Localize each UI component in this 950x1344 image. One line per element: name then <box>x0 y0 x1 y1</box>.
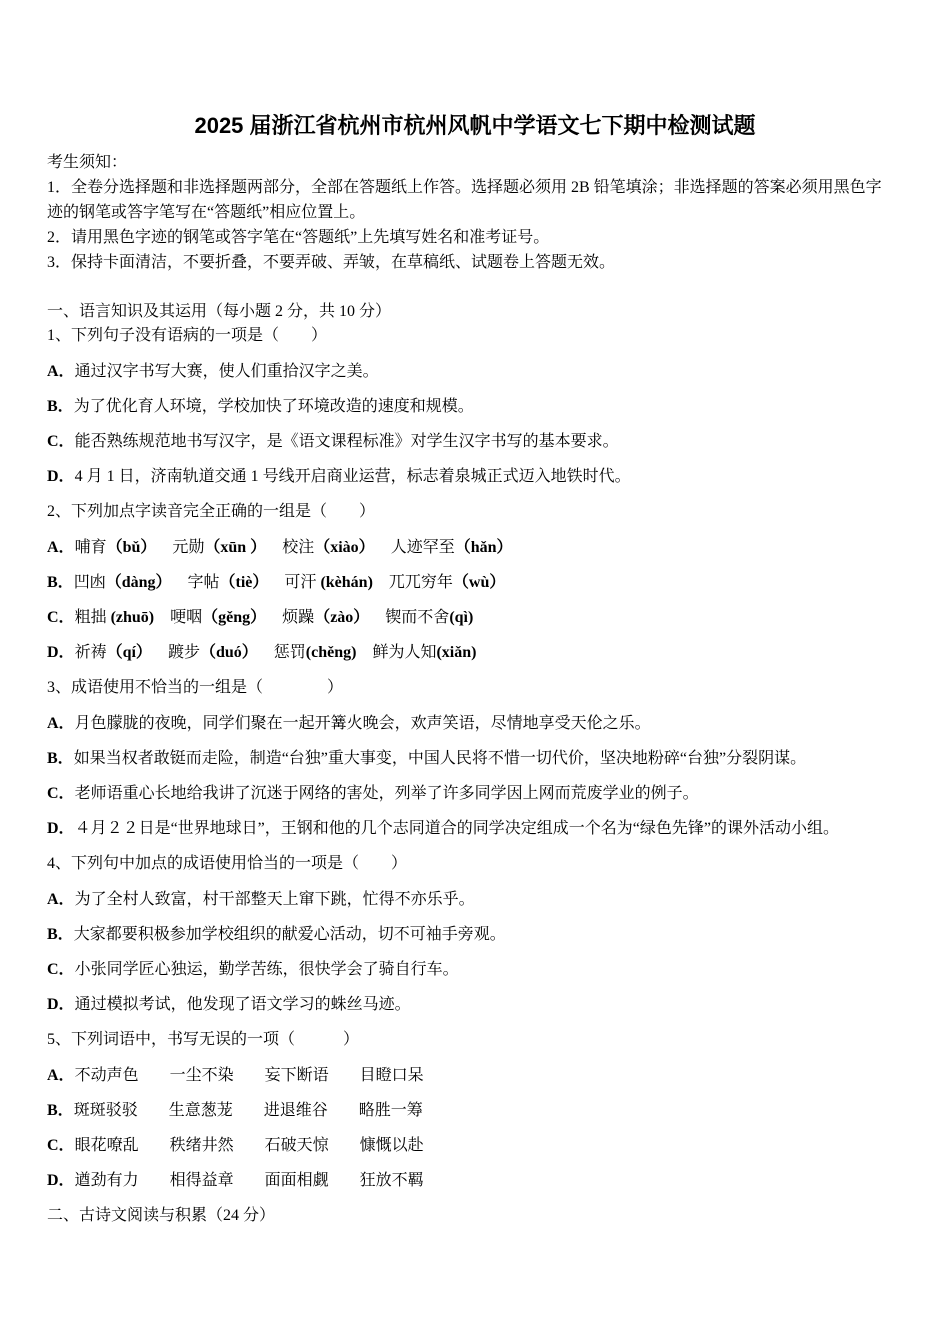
option-text: 通过汉字书写大赛，使人们重拾汉字之美。 <box>74 362 379 380</box>
word-item: 一尘不染 <box>169 1066 234 1084</box>
option-letter: A． <box>47 362 75 380</box>
word-item: 略胜一筹 <box>358 1101 423 1119</box>
option-d <box>47 635 903 670</box>
option-letter: D． <box>47 1172 75 1190</box>
pinyin-reading: (xiǎn) <box>436 644 477 662</box>
option-b <box>47 1093 903 1128</box>
word: 鲜为人知 <box>372 644 437 662</box>
option-letter: D． <box>47 468 75 486</box>
word-item <box>389 565 505 600</box>
word: 字帖 <box>187 573 220 591</box>
option-text: 为了全村人致富，村干部整天上窜下跳，忙得不亦乐乎。 <box>74 890 475 908</box>
word-item <box>75 530 157 565</box>
option-a <box>47 530 903 565</box>
option-letter: C． <box>47 961 75 979</box>
pinyin-reading: （gěng） <box>202 609 267 627</box>
option-c <box>47 776 903 811</box>
word-item: 目瞪口呆 <box>359 1066 424 1084</box>
notice-item: 1．全卷分选择题和非选择题两部分，全部在答题纸上作答。选择题必须用 2B 铅笔填涂；非选择题的答案必须用黑色字迹的钢笔或答字笔写在“答题纸”相应位置上。 <box>47 179 882 221</box>
option-letter: B． <box>47 573 74 591</box>
word-item <box>188 565 269 600</box>
option-c <box>47 1128 903 1163</box>
question-3 <box>47 670 903 846</box>
pinyin-reading: (qì) <box>449 609 474 627</box>
pinyin-reading: (zhuō) <box>106 609 155 627</box>
word-item: 秩绪井然 <box>169 1137 234 1155</box>
notice-heading: 考生须知： <box>47 154 128 171</box>
word: 粗拙 <box>74 609 107 627</box>
word-item: 眼花嘹乱 <box>74 1137 139 1155</box>
word-item: 相得益章 <box>169 1172 234 1190</box>
option-a <box>47 706 903 741</box>
option-text: 如果当权者敢铤而走险，制造“台独”重大事变，中国人民将不惜一切代价，坚决地粉碎“台独”分裂阴谋。 <box>73 749 807 767</box>
word-item: 生意葱茏 <box>168 1101 233 1119</box>
option-letter: A． <box>47 538 75 556</box>
question-stem: 2、下列加点字读音完全正确的一组是（ ） <box>47 503 376 521</box>
option-letter: A． <box>47 1066 75 1084</box>
pinyin-reading: (kèhán) <box>316 573 373 591</box>
word-item: 不动声色 <box>74 1066 139 1084</box>
word: 可汗 <box>284 573 317 591</box>
word-item: 面面相觑 <box>264 1172 329 1190</box>
pinyin-reading: （qí） <box>106 644 152 662</box>
option-a <box>47 354 903 389</box>
section-heading-2: 二、古诗文阅读与积累（24 分） <box>47 1207 276 1225</box>
option-letter: D． <box>47 644 75 662</box>
option-d <box>47 811 903 846</box>
word: 哽咽 <box>170 609 203 627</box>
option-text: 老师语重心长地给我讲了沉迷于网络的害处，列举了许多同学因上网而荒废学业的例子。 <box>74 785 699 803</box>
pinyin-reading: （zào） <box>314 609 370 627</box>
question-stem: 3、成语使用不恰当的一组是（ ） <box>47 679 344 697</box>
option-letter: C． <box>47 609 75 627</box>
option-text: 小张同学匠心独运，勤学苦练，很快学会了骑自行车。 <box>74 961 459 979</box>
word-item <box>172 530 266 565</box>
word: 兀兀穷年 <box>388 573 453 591</box>
option-letter: C． <box>47 1137 75 1155</box>
word-item <box>284 565 372 600</box>
word-item <box>372 635 476 670</box>
question-2 <box>47 494 903 670</box>
question-list <box>47 318 903 1233</box>
word: 锲而不舍 <box>385 609 450 627</box>
word-item: 狂放不羁 <box>359 1172 424 1190</box>
word-item <box>385 600 473 635</box>
word-item <box>282 600 369 635</box>
option-letter: B． <box>47 749 74 767</box>
word: 人迹罕至 <box>390 538 455 556</box>
word-item: 遒劲有力 <box>74 1172 139 1190</box>
pinyin-reading: （duó） <box>199 644 258 662</box>
option-d <box>47 987 903 1022</box>
word: 踱步 <box>167 644 200 662</box>
option-letter: B． <box>47 925 74 943</box>
option-a <box>47 882 903 917</box>
word-item: 进退维谷 <box>263 1101 328 1119</box>
option-text: 通过模拟考试，他发现了语文学习的蛛丝马迹。 <box>74 996 411 1014</box>
option-b <box>47 741 903 776</box>
pinyin-reading: （dàng） <box>105 573 172 591</box>
section-heading-1: 一、语言知识及其运用（每小题 2 分，共 10 分） <box>47 302 392 320</box>
pinyin-reading: （hǎn） <box>454 538 513 556</box>
pinyin-reading: (chěng) <box>305 644 357 662</box>
question-1 <box>47 318 903 494</box>
option-letter: D． <box>47 820 75 838</box>
word-item <box>391 530 513 565</box>
word-item <box>75 600 155 635</box>
word: 元勋 <box>172 538 205 556</box>
question-stem: 4、下列句中加点的成语使用恰当的一项是（ ） <box>47 855 408 873</box>
question-4 <box>47 846 903 1022</box>
word-item <box>168 635 258 670</box>
word-item: 妄下断语 <box>264 1066 329 1084</box>
word: 祈祷 <box>74 644 107 662</box>
question-stem: 1、下列句子没有语病的一项是（ ） <box>47 327 328 345</box>
option-text: ４月２２日是“世界地球日”，王钢和他的几个志同道合的同学决定组成一个名为“绿色先锋”的课外活动小组。 <box>74 820 839 838</box>
option-a <box>47 1058 903 1093</box>
question-5 <box>47 1022 903 1198</box>
option-d <box>47 459 903 494</box>
option-letter: D． <box>47 996 75 1014</box>
word: 凹凼 <box>73 573 106 591</box>
option-letter: A． <box>47 714 75 732</box>
option-c <box>47 424 903 459</box>
option-letter: C． <box>47 433 75 451</box>
notice-item: 3．保持卡面清洁，不要折叠，不要弄破、弄皱，在草稿纸、试题卷上答题无效。 <box>47 254 616 271</box>
pinyin-reading: （tiè） <box>219 573 269 591</box>
option-letter: A． <box>47 890 75 908</box>
word-item <box>282 530 374 565</box>
word-item <box>170 600 266 635</box>
word-item <box>274 635 357 670</box>
page-title: 2025 届浙江省杭州市杭州风帆中学语文七下期中检测试题 <box>194 113 756 138</box>
question-stem: 5、下列词语中，书写无误的一项（ ） <box>47 1031 360 1049</box>
option-text: 月色朦胧的夜晚，同学们聚在一起开篝火晚会，欢声笑语，尽情地享受天伦之乐。 <box>74 714 651 732</box>
option-d <box>47 1163 903 1198</box>
word-item: 慷慨以赴 <box>359 1137 424 1155</box>
word: 烦躁 <box>282 609 315 627</box>
word-item: 石破天惊 <box>264 1137 329 1155</box>
option-c <box>47 600 903 635</box>
option-letter: B． <box>47 397 74 415</box>
word-item <box>75 635 152 670</box>
word-item <box>74 565 172 600</box>
notice-item: 2．请用黑色字迹的钢笔或答字笔在“答题纸”上先填写姓名和准考证号。 <box>47 229 550 246</box>
word-item: 斑斑驳驳 <box>73 1101 138 1119</box>
option-text: 4 月 1 日，济南轨道交通 1 号线开启商业运营，标志着泉城正式迈入地铁时代。 <box>74 468 631 486</box>
word: 惩罚 <box>273 644 306 662</box>
option-letter: C． <box>47 785 75 803</box>
option-b <box>47 565 903 600</box>
option-b <box>47 389 903 424</box>
option-c <box>47 952 903 987</box>
notice-block <box>47 150 882 275</box>
option-letter: B． <box>47 1101 74 1119</box>
pinyin-reading: （xiào） <box>314 538 375 556</box>
word: 校注 <box>282 538 315 556</box>
word: 哺育 <box>74 538 107 556</box>
option-b <box>47 917 903 952</box>
option-text: 大家都要积极参加学校组织的献爱心活动，切不可袖手旁观。 <box>73 925 506 943</box>
option-text: 为了优化育人环境，学校加快了环境改造的速度和规模。 <box>73 397 474 415</box>
pinyin-reading: （wù） <box>452 573 506 591</box>
pinyin-reading: （xūn ） <box>204 538 267 556</box>
pinyin-reading: （bǔ） <box>106 538 157 556</box>
option-text: 能否熟练规范地书写汉字，是《语文课程标准》对学生汉字书写的基本要求。 <box>74 433 619 451</box>
